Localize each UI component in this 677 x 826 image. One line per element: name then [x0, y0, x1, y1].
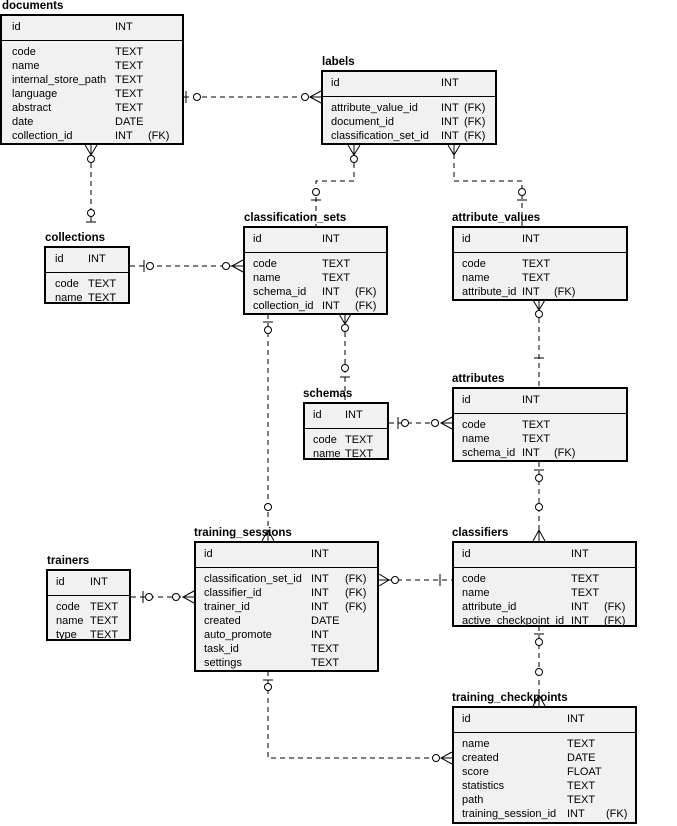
pk-name: id	[253, 233, 262, 245]
column-cell: code	[462, 573, 486, 585]
pk-name: id	[331, 77, 340, 89]
column-cell: TEXT	[567, 738, 596, 750]
column-cell: type	[56, 629, 77, 641]
column-cell: INT	[322, 300, 340, 312]
rel-labels-documents	[184, 91, 321, 103]
pk-type: INT	[115, 21, 133, 33]
column-cell: (FK)	[464, 116, 486, 128]
column-cell: INT	[311, 587, 329, 599]
column-row	[48, 600, 129, 614]
column-cell: settings	[204, 657, 242, 669]
table-title-schemas: schemas	[303, 388, 353, 400]
column-cell: language	[12, 88, 58, 100]
column-cell: TEXT	[311, 643, 340, 655]
table-title-labels: labels	[322, 56, 355, 68]
column-cell: name	[462, 272, 490, 284]
column-cell: code	[55, 278, 79, 290]
pk-name: id	[313, 409, 322, 421]
rel-attributes-schemas	[389, 417, 452, 429]
column-cell: (FK)	[464, 102, 486, 114]
column-cell: internal_store_path	[12, 74, 107, 86]
column-row	[454, 271, 626, 285]
table-training-checkpoints	[452, 706, 637, 824]
column-cell: abstract	[12, 102, 52, 114]
column-cell: code	[56, 601, 80, 613]
table-title-classification-sets: classification_sets	[244, 212, 347, 224]
column-cell: created	[462, 752, 499, 764]
column-cell: date	[12, 116, 34, 128]
column-cell: (FK)	[355, 300, 377, 312]
pk-name: id	[55, 253, 64, 265]
column-row	[454, 807, 635, 821]
column-cell: TEXT	[88, 278, 117, 290]
rel-training-sessions-trainers	[131, 591, 194, 603]
column-row	[196, 628, 377, 642]
column-cell: (FK)	[345, 573, 367, 585]
column-cell: name	[55, 292, 83, 304]
column-cell: TEXT	[522, 272, 551, 284]
pk-type: INT	[441, 77, 459, 89]
pk-type: INT	[311, 548, 329, 560]
column-cell: TEXT	[90, 615, 119, 627]
column-cell: INT	[441, 102, 459, 114]
table-title-collections: collections	[45, 232, 106, 244]
column-cell: TEXT	[115, 74, 144, 86]
column-cell: INT	[115, 130, 133, 142]
column-cell: (FK)	[345, 601, 367, 613]
column-row	[305, 447, 387, 461]
column-row	[454, 446, 626, 460]
column-cell: INT	[567, 808, 585, 820]
column-row	[454, 751, 635, 765]
column-cell: (FK)	[604, 615, 626, 627]
column-row	[245, 271, 386, 285]
column-cell: INT	[311, 601, 329, 613]
rel-attribute-values-attributes	[533, 300, 545, 387]
table-title-documents: documents	[2, 0, 64, 12]
column-cell: INT	[571, 601, 589, 613]
column-cell: classifier_id	[204, 587, 262, 599]
column-cell: TEXT	[567, 794, 596, 806]
column-row	[2, 87, 182, 101]
column-cell: name	[253, 272, 281, 284]
column-cell: attribute_id	[462, 286, 517, 298]
column-cell: INT	[522, 286, 540, 298]
column-cell: TEXT	[567, 780, 596, 792]
column-row	[454, 779, 635, 793]
column-cell: score	[462, 766, 489, 778]
column-row	[48, 614, 129, 628]
column-cell: DATE	[567, 752, 596, 764]
pk-name: id	[462, 713, 471, 725]
column-cell: TEXT	[345, 448, 374, 460]
column-cell: TEXT	[115, 102, 144, 114]
pk-name: id	[462, 394, 471, 406]
table-classification-sets	[243, 226, 388, 315]
column-row	[454, 257, 626, 271]
column-cell: TEXT	[522, 258, 551, 270]
table-title-training-checkpoints: training_checkpoints	[452, 692, 568, 704]
column-cell: classification_set_id	[204, 573, 302, 585]
column-cell: name	[462, 433, 490, 445]
table-attributes	[452, 387, 628, 462]
column-cell: INT	[522, 447, 540, 459]
column-cell: code	[313, 434, 337, 446]
column-cell: training_session_id	[462, 808, 557, 820]
column-row	[323, 101, 495, 115]
table-title-training-sessions: training_sessions	[194, 527, 292, 539]
column-row	[196, 656, 377, 670]
column-cell: task_id	[204, 643, 239, 655]
column-row	[323, 129, 495, 143]
table-title-attribute-values: attribute_values	[452, 212, 541, 224]
rel-classification-sets-collections	[130, 260, 243, 272]
column-row	[46, 277, 128, 291]
column-cell: TEXT	[571, 587, 600, 599]
column-cell: (FK)	[554, 286, 576, 298]
column-row	[454, 737, 635, 751]
pk-type: INT	[522, 233, 540, 245]
column-cell: name	[313, 448, 341, 460]
pk-type: INT	[90, 576, 108, 588]
column-cell: (FK)	[345, 587, 367, 599]
column-cell: (FK)	[355, 286, 377, 298]
column-cell: TEXT	[345, 434, 374, 446]
column-cell: TEXT	[115, 88, 144, 100]
column-cell: name	[462, 738, 490, 750]
column-cell: TEXT	[322, 272, 351, 284]
column-cell: TEXT	[90, 629, 119, 641]
column-row	[2, 129, 182, 143]
column-cell: (FK)	[606, 808, 628, 820]
table-title-classifiers: classifiers	[452, 527, 509, 539]
table-documents	[0, 14, 184, 145]
column-row	[454, 793, 635, 807]
column-cell: schema_id	[253, 286, 307, 298]
column-cell: (FK)	[604, 601, 626, 613]
column-row	[46, 291, 128, 305]
column-cell: TEXT	[115, 46, 144, 58]
column-cell: TEXT	[115, 60, 144, 72]
column-cell: INT	[311, 629, 329, 641]
column-cell: TEXT	[90, 601, 119, 613]
column-row	[196, 586, 377, 600]
column-row	[245, 285, 386, 299]
rel-training-sessions-classifiers	[379, 574, 452, 586]
column-cell: name	[12, 60, 40, 72]
column-cell: DATE	[115, 116, 144, 128]
column-cell: INT	[322, 286, 340, 298]
table-labels	[321, 70, 497, 145]
column-row	[196, 572, 377, 586]
rel-classifiers-attributes	[533, 462, 545, 541]
pk-name: id	[12, 21, 21, 33]
column-row	[454, 418, 626, 432]
pk-type: INT	[567, 713, 585, 725]
column-cell: path	[462, 794, 484, 806]
column-row	[2, 101, 182, 115]
column-cell: code	[253, 258, 277, 270]
column-cell: code	[462, 419, 486, 431]
table-training-sessions	[194, 541, 379, 672]
pk-type: INT	[322, 233, 340, 245]
column-cell: active_checkpoint_id	[462, 615, 565, 627]
table-trainers	[46, 569, 131, 641]
pk-type: INT	[345, 409, 363, 421]
pk-type: INT	[571, 548, 589, 560]
column-cell: TEXT	[88, 292, 117, 304]
column-row	[454, 586, 635, 600]
column-row	[454, 572, 635, 586]
rel-training-checkpoints-training-sessions	[263, 671, 452, 764]
pk-type: INT	[522, 394, 540, 406]
column-cell: TEXT	[571, 573, 600, 585]
column-row	[196, 614, 377, 628]
column-row	[323, 115, 495, 129]
column-row	[245, 299, 386, 313]
column-row	[2, 59, 182, 73]
column-cell: TEXT	[522, 419, 551, 431]
column-cell: INT	[441, 116, 459, 128]
column-cell: attribute_id	[462, 601, 517, 613]
column-cell: classification_set_id	[331, 130, 429, 142]
column-cell: TEXT	[322, 258, 351, 270]
column-row	[196, 642, 377, 656]
column-row	[454, 285, 626, 299]
column-cell: INT	[311, 573, 329, 585]
column-cell: code	[12, 46, 36, 58]
column-cell: created	[204, 615, 241, 627]
pk-type: INT	[88, 253, 106, 265]
column-row	[48, 628, 129, 642]
column-row	[454, 432, 626, 446]
column-cell: attribute_value_id	[331, 102, 418, 114]
column-cell: document_id	[331, 116, 394, 128]
column-cell: TEXT	[522, 433, 551, 445]
table-collections	[44, 246, 130, 304]
column-row	[245, 257, 386, 271]
table-attribute-values	[452, 226, 628, 301]
column-row	[454, 614, 635, 628]
pk-name: id	[204, 548, 213, 560]
pk-name: id	[462, 548, 471, 560]
column-cell: (FK)	[554, 447, 576, 459]
column-cell: statistics	[462, 780, 505, 792]
column-cell: collection_id	[253, 300, 314, 312]
pk-name: id	[462, 233, 471, 245]
table-title-trainers: trainers	[47, 555, 90, 567]
column-cell: DATE	[311, 615, 340, 627]
column-cell: schema_id	[462, 447, 516, 459]
column-cell: trainer_id	[204, 601, 250, 613]
column-cell: name	[462, 587, 490, 599]
table-classifiers	[452, 541, 637, 627]
column-row	[454, 765, 635, 779]
column-cell: TEXT	[311, 657, 340, 669]
table-title-attributes: attributes	[452, 373, 505, 385]
column-row	[2, 45, 182, 59]
column-row	[454, 600, 635, 614]
column-cell: code	[462, 258, 486, 270]
column-row	[2, 115, 182, 129]
column-row	[305, 433, 387, 447]
column-cell: INT	[441, 130, 459, 142]
column-cell: (FK)	[148, 130, 170, 142]
column-cell: INT	[571, 615, 589, 627]
column-row	[196, 600, 377, 614]
column-cell: (FK)	[464, 130, 486, 142]
column-row	[2, 73, 182, 87]
column-cell: FLOAT	[567, 766, 602, 778]
rel-documents-collections	[85, 145, 97, 224]
rel-training-sessions-classification-sets	[262, 314, 274, 541]
pk-name: id	[56, 576, 65, 588]
table-schemas	[303, 402, 389, 460]
column-cell: auto_promote	[204, 629, 272, 641]
column-cell: collection_id	[12, 130, 73, 142]
column-cell: name	[56, 615, 84, 627]
